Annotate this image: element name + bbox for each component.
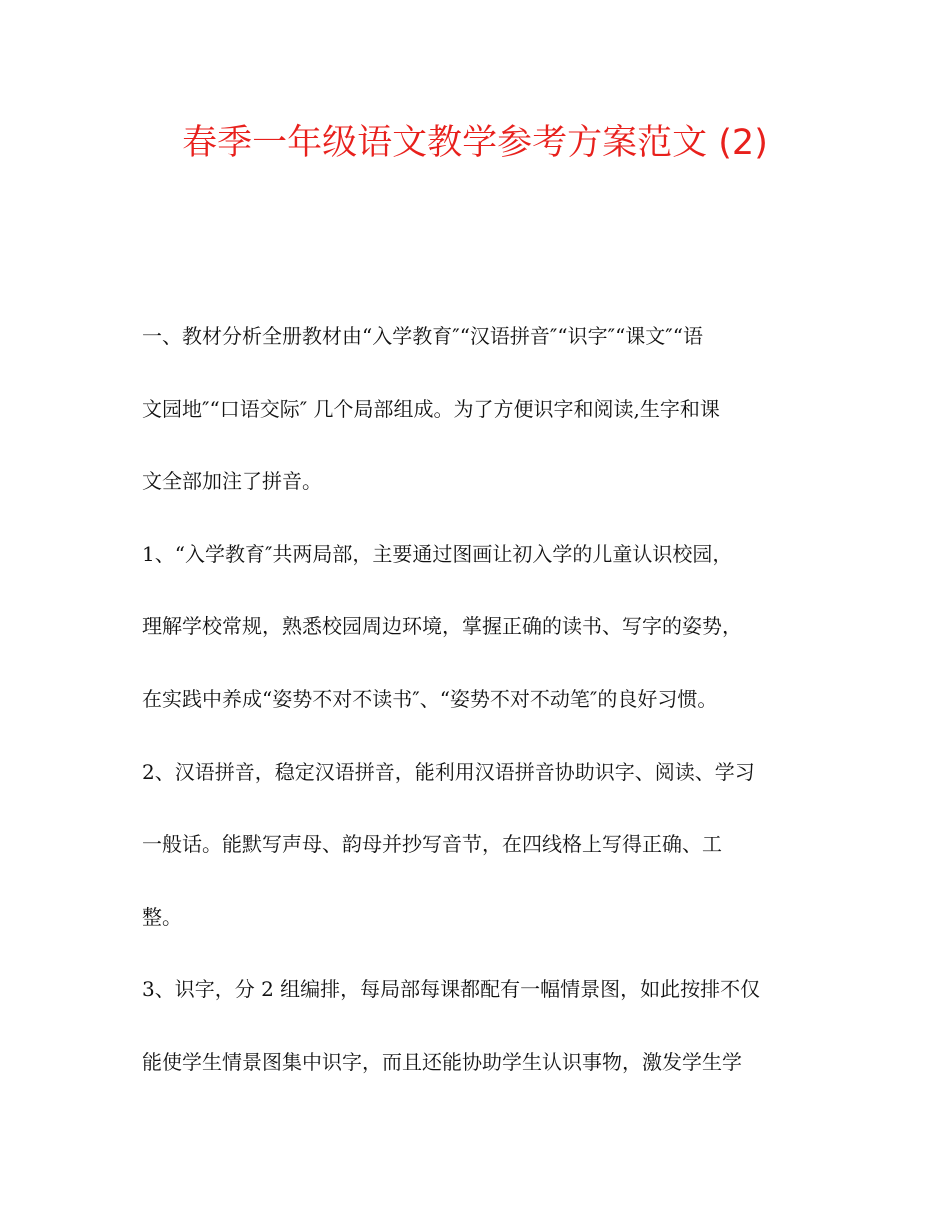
- text-line: 2、汉语拼音，稳定汉语拼音，能利用汉语拼音协助识字、阅读、学习: [142, 759, 755, 784]
- document-body: [142, 314, 810, 1113]
- text-line: 一般话。能默写声母、韵母并抄写音节，在四线格上写得正确、工: [142, 832, 722, 857]
- text-line: 文园地″“口语交际″ 几个局部组成。为了方便识字和阅读,生字和课: [142, 396, 720, 421]
- text-line: 在实践中养成“姿势不对不读书″、“姿势不对不动笔″的良好习惯。: [142, 686, 718, 711]
- text-line: 一、教材分析全册教材由“入学教育″“汉语拼音″“识字″“课文″“语: [142, 324, 704, 348]
- text-line: 能使学生情景图集中识字，而且还能协助学生认识事物，激发学生学: [142, 1049, 742, 1074]
- text-line: 整。: [142, 904, 182, 929]
- page-title: 春季一年级语文教学参考方案范文 (2): [182, 123, 768, 163]
- text-line: 理解学校常规，熟悉校园周边环境，掌握正确的读书、写字的姿势，: [142, 614, 742, 639]
- text-line: 1、“入学教育″共两局部，主要通过图画让初入学的儿童认识校园，: [142, 541, 733, 566]
- text-line: 3、识字，分 2 组编排，每局部每课都配有一幅情景图，如此按排不仅: [142, 977, 761, 1002]
- text-line: 文全部加注了拼音。: [142, 469, 322, 494]
